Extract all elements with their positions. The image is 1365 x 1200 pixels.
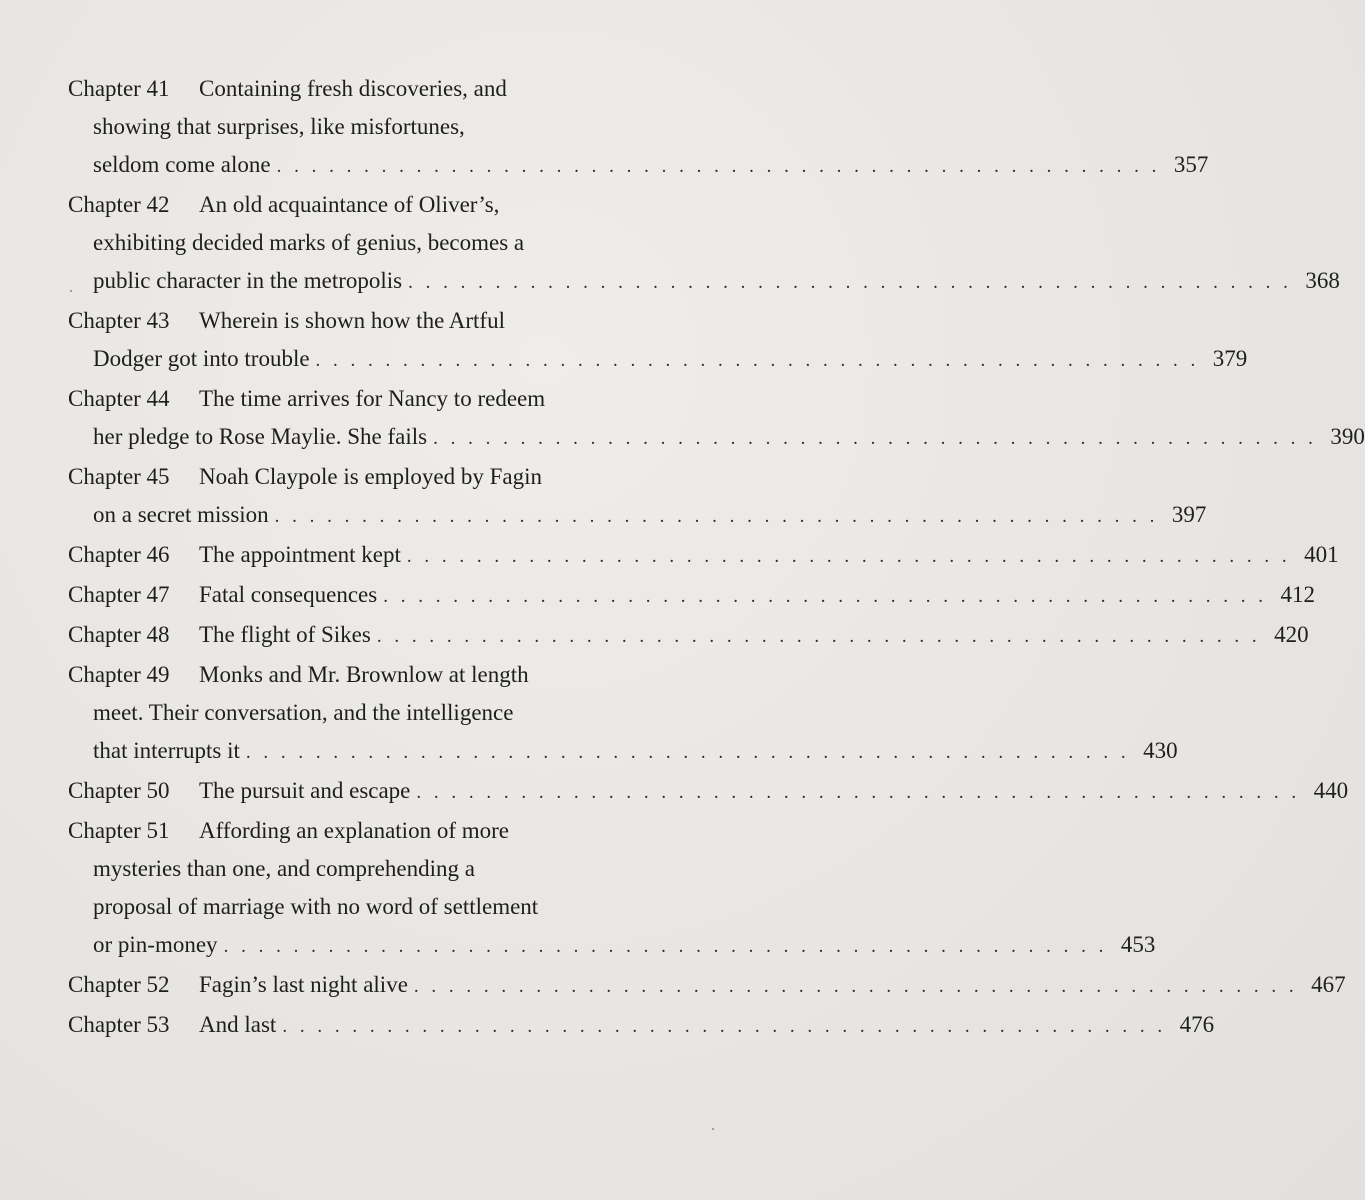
chapter-number: Chapter 51 [68, 818, 170, 843]
toc-entry-first-line [68, 656, 652, 694]
toc-entry-first-line [68, 536, 1339, 576]
page-number: 467 [1311, 972, 1346, 997]
chapter-number: Chapter 46 [68, 542, 170, 567]
page-number: 390 [1330, 424, 1365, 449]
chapter-title-text: And last [199, 1012, 277, 1037]
page-number: 357 [1173, 152, 1209, 177]
chapter-title-text: meet. Their conversation, and the intelligence [93, 700, 514, 725]
chapter-title-text: The time arrives for Nancy to redeem [199, 386, 546, 411]
chapter-title-text: showing that surprises, like misfortunes, [93, 114, 465, 139]
chapter-title-text: An old acquaintance of Oliver’s, [199, 192, 500, 217]
dot-leader: . . . . . . . . . . . . . . . . . . . . . . . . . . . . . . . . . . . . . . . . . . . . . . . . . . . [416, 782, 1301, 803]
toc-entry [68, 966, 1346, 1006]
dot-leader: . . . . . . . . . . . . . . . . . . . . . . . . . . . . . . . . . . . . . . . . . . . . . . . . . . . [383, 586, 1267, 607]
dot-leader: . . . . . . . . . . . . . . . . . . . . . . . . . . . . . . . . . . . . . . . . . . . . . . . . . . . [276, 156, 1161, 177]
page-number: 453 [1120, 932, 1156, 957]
toc-entry [68, 772, 1349, 812]
toc-entry [68, 458, 1207, 536]
toc-entry-continuation-line [68, 224, 652, 262]
toc-entry-continuation-line [68, 496, 1207, 536]
page-number: 412 [1280, 582, 1315, 607]
toc-entry-continuation-line [68, 418, 1365, 458]
dot-leader: . . . . . . . . . . . . . . . . . . . . . . . . . . . . . . . . . . . . . . . . . . . . . . . . . . . [282, 1016, 1167, 1037]
toc-entry [68, 380, 1365, 458]
chapter-title-text: Noah Claypole is employed by Fagin [199, 464, 543, 489]
chapter-title-text: mysteries than one, and comprehending a [93, 856, 475, 881]
chapter-title-text: Wherein is shown how the Artful [199, 308, 505, 333]
dot-leader: . . . . . . . . . . . . . . . . . . . . . . . . . . . . . . . . . . . . . . . . . . . . . . . . . . . [408, 272, 1292, 293]
chapter-number: Chapter 53 [68, 1012, 170, 1037]
toc-entry-first-line [68, 186, 652, 224]
toc-entry [68, 302, 1248, 380]
toc-entry-continuation-line [68, 262, 1340, 302]
toc-entry-first-line [68, 576, 1315, 616]
toc-entry-first-line [68, 70, 652, 108]
toc-entry [68, 186, 1340, 302]
dot-leader: . . . . . . . . . . . . . . . . . . . . . . . . . . . . . . . . . . . . . . . . . . . . . . . . . . . [274, 506, 1159, 527]
page-number: 476 [1179, 1012, 1215, 1037]
chapter-title-text: Affording an explanation of more [199, 818, 509, 843]
toc-entry-continuation-line [68, 732, 1178, 772]
toc-entry [68, 536, 1339, 576]
chapter-number: Chapter 43 [68, 308, 170, 333]
toc-entry-continuation-line [68, 926, 1156, 966]
toc-entry-first-line [68, 812, 652, 850]
chapter-title-text: public character in the metropolis [93, 268, 403, 293]
dot-leader: . . . . . . . . . . . . . . . . . . . . . . . . . . . . . . . . . . . . . . . . . . . . . . . . . . . [245, 742, 1130, 763]
dot-leader: . . . . . . . . . . . . . . . . . . . . . . . . . . . . . . . . . . . . . . . . . . . . . . . . . . . [376, 626, 1261, 647]
page-number: 379 [1212, 346, 1248, 371]
toc-entry [68, 656, 1178, 772]
chapter-title-text: her pledge to Rose Maylie. She fails [93, 424, 428, 449]
toc-entry-first-line [68, 616, 1309, 656]
chapter-title-text: Containing fresh discoveries, and [199, 76, 507, 101]
toc-entry-continuation-line [68, 340, 1248, 380]
paper-speck [712, 1128, 714, 1130]
toc-entry-continuation-line [68, 694, 652, 732]
toc-entry-first-line [68, 458, 652, 496]
dot-leader: . . . . . . . . . . . . . . . . . . . . . . . . . . . . . . . . . . . . . . . . . . . . . . . . . . . [315, 350, 1200, 371]
chapter-title-text: that interrupts it [93, 738, 240, 763]
dot-leader: . . . . . . . . . . . . . . . . . . . . . . . . . . . . . . . . . . . . . . . . . . . . . . . . . . . [433, 428, 1317, 449]
page-number: 401 [1304, 542, 1339, 567]
dot-leader: . . . . . . . . . . . . . . . . . . . . . . . . . . . . . . . . . . . . . . . . . . . . . . . . . . . [223, 936, 1108, 957]
toc-entry-continuation-line [68, 108, 652, 146]
chapter-title-text: The pursuit and escape [199, 778, 411, 803]
dot-leader: . . . . . . . . . . . . . . . . . . . . . . . . . . . . . . . . . . . . . . . . . . . . . . . . . . . [413, 976, 1298, 997]
chapter-title-text: proposal of marriage with no word of settlement [93, 894, 539, 919]
toc-entry-first-line [68, 966, 1346, 1006]
chapter-title-text: The flight of Sikes [199, 622, 371, 647]
chapter-number: Chapter 49 [68, 662, 170, 687]
toc-entry-continuation-line [68, 146, 1209, 186]
toc-entry-first-line [68, 380, 652, 418]
chapter-number: Chapter 42 [68, 192, 170, 217]
page-number: 368 [1305, 268, 1340, 293]
chapter-title-text: exhibiting decided marks of genius, becomes a [93, 230, 525, 255]
chapter-title-text: Fagin’s last night alive [199, 972, 408, 997]
chapter-number: Chapter 48 [68, 622, 170, 647]
chapter-title-text: seldom come alone [93, 152, 271, 177]
dot-leader: . . . . . . . . . . . . . . . . . . . . . . . . . . . . . . . . . . . . . . . . . . . . . . . . . . . [406, 546, 1291, 567]
page-number: 440 [1313, 778, 1349, 803]
toc-entry [68, 70, 1209, 186]
chapter-title-text: or pin-money [93, 932, 218, 957]
toc-entry-first-line [68, 772, 1349, 812]
table-of-contents [68, 70, 1365, 1046]
toc-entry-first-line [68, 1006, 1215, 1046]
chapter-number: Chapter 47 [68, 582, 170, 607]
chapter-number: Chapter 52 [68, 972, 170, 997]
paper-speck [70, 290, 72, 292]
chapter-title-text: on a secret mission [93, 502, 269, 527]
toc-entry [68, 616, 1309, 656]
chapter-title-text: Dodger got into trouble [93, 346, 310, 371]
chapter-title-text: Monks and Mr. Brownlow at length [199, 662, 529, 687]
chapter-number: Chapter 50 [68, 778, 170, 803]
toc-entry [68, 812, 1156, 966]
toc-entry-continuation-line [68, 888, 652, 926]
page-number: 420 [1274, 622, 1309, 647]
page-number: 397 [1171, 502, 1207, 527]
chapter-number: Chapter 45 [68, 464, 170, 489]
toc-entry [68, 576, 1315, 616]
toc-entry-first-line [68, 302, 652, 340]
toc-entry-continuation-line [68, 850, 652, 888]
chapter-title-text: The appointment kept [199, 542, 401, 567]
page-number: 430 [1143, 738, 1178, 763]
toc-entry [68, 1006, 1215, 1046]
chapter-number: Chapter 44 [68, 386, 170, 411]
chapter-title-text: Fatal consequences [199, 582, 378, 607]
chapter-number: Chapter 41 [68, 76, 170, 101]
